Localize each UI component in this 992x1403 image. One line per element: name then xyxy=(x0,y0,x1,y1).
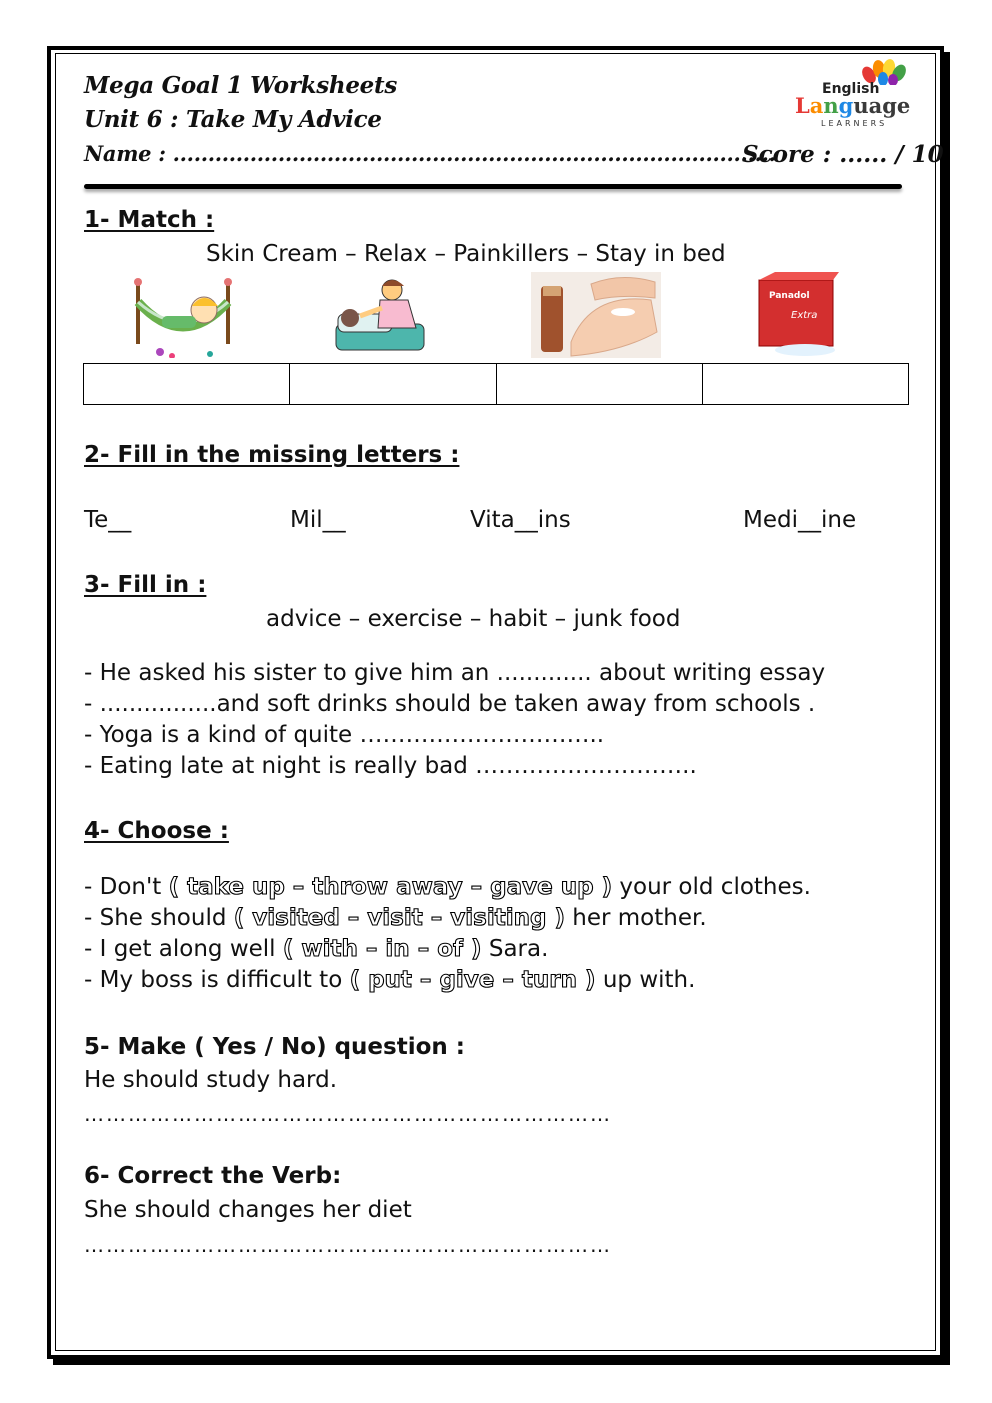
section3-heading: 3- Fill in : xyxy=(84,572,207,598)
match-answer-cell[interactable] xyxy=(84,364,290,405)
section1-heading: 1- Match : xyxy=(84,207,215,233)
skin-cream-picture xyxy=(531,272,661,358)
sentence-end: up with. xyxy=(595,967,696,993)
choice-options[interactable]: ( put – give – turn ) xyxy=(349,967,596,993)
missing-letters-word: Medi__ine xyxy=(743,507,857,533)
choice-options[interactable]: ( take up – throw away – gave up ) xyxy=(168,874,613,900)
choice-options[interactable]: ( with – in – of ) xyxy=(282,936,482,962)
missing-letters-word: Vita__ins xyxy=(470,507,571,533)
english-language-learners-logo xyxy=(795,55,920,133)
box-variant-label: Extra xyxy=(791,310,818,321)
fill-in-sentence: - He asked his sister to give him an ............. about writing essay xyxy=(84,660,826,686)
section3-word-bank: advice – exercise – habit – junk food xyxy=(266,606,681,632)
section2-heading: 2- Fill in the missing letters : xyxy=(84,442,460,468)
match-answer-cell[interactable] xyxy=(496,364,702,405)
sentence-end: her mother. xyxy=(564,905,707,931)
box-brand-label: Panadol xyxy=(769,291,810,301)
score-field: Score : ...... / 10 xyxy=(742,141,944,168)
missing-letters-word: Mil__ xyxy=(290,507,346,533)
match-answer-cell[interactable] xyxy=(702,364,908,405)
worksheet-title: Mega Goal 1 Worksheets xyxy=(84,72,397,99)
section6-heading: 6- Correct the Verb: xyxy=(84,1163,342,1189)
match-answer-table xyxy=(83,363,909,405)
missing-letters-word: Te__ xyxy=(84,507,132,533)
name-field[interactable]: Name : ...................................................................................... xyxy=(84,141,776,166)
choose-sentence xyxy=(84,874,811,900)
logo-line-language: Language xyxy=(795,93,911,118)
answer-line[interactable]: ……………………………………………………………… xyxy=(84,1233,612,1257)
yes-no-source-sentence: He should study hard. xyxy=(84,1067,337,1093)
logo-line-learners: LEARNERS xyxy=(821,119,888,128)
choose-sentence xyxy=(84,905,707,931)
header-divider xyxy=(84,184,902,189)
choice-options[interactable]: ( visited – visit – visiting ) xyxy=(233,905,565,931)
sentence-start: - She should xyxy=(84,905,234,931)
fill-in-sentence: - Yoga is a kind of quite ………………………….. xyxy=(84,722,605,748)
sentence-start: - Don't xyxy=(84,874,169,900)
sentence-start: - I get along well xyxy=(84,936,283,962)
section4-heading: 4- Choose : xyxy=(84,818,229,844)
massage-relax-picture xyxy=(330,272,430,358)
match-answer-cell[interactable] xyxy=(290,364,496,405)
painkillers-box-picture xyxy=(755,272,840,358)
logo-line-english: English xyxy=(822,81,880,97)
choose-sentence xyxy=(84,967,695,993)
sentence-end: your old clothes. xyxy=(612,874,811,900)
section5-heading: 5- Make ( Yes / No) question : xyxy=(84,1034,465,1060)
fill-in-sentence: - Eating late at night is really bad ……………………….. xyxy=(84,753,697,779)
unit-title: Unit 6 : Take My Advice xyxy=(84,106,382,133)
sentence-start: - My boss is difficult to xyxy=(84,967,350,993)
choose-sentence xyxy=(84,936,548,962)
answer-line[interactable]: ……………………………………………………………… xyxy=(84,1102,612,1126)
correct-verb-sentence: She should changes her diet xyxy=(84,1197,412,1223)
girl-in-hammock-picture xyxy=(120,272,245,358)
sentence-end: Sara. xyxy=(481,936,549,962)
fill-in-sentence: - ................and soft drinks should be taken away from schools . xyxy=(84,691,816,717)
section1-word-bank: Skin Cream – Relax – Painkillers – Stay in bed xyxy=(206,241,726,267)
